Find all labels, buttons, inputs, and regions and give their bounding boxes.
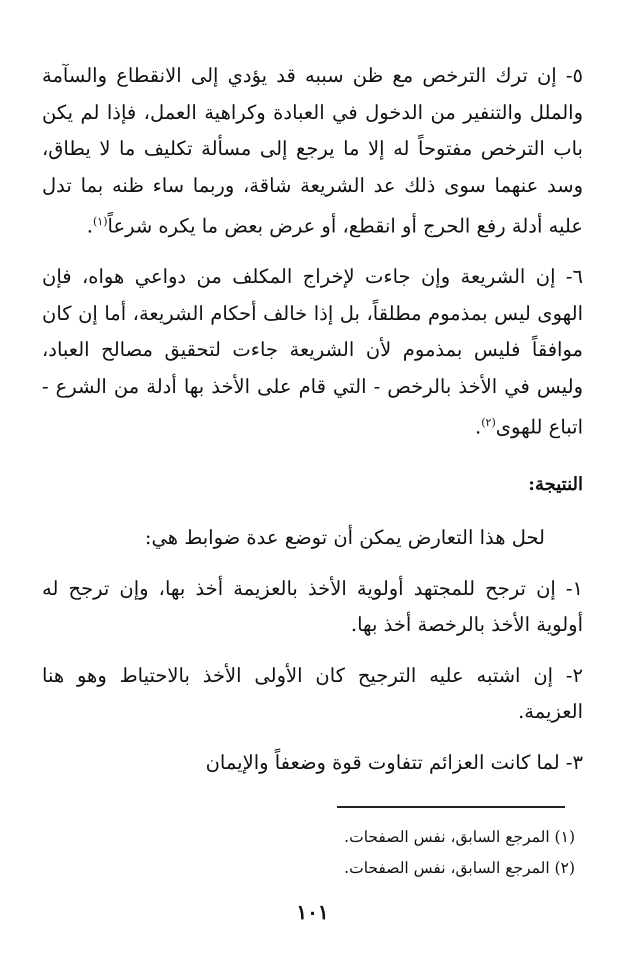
footnote-1: (١) المرجع السابق، نفس الصفحات. [344, 828, 575, 846]
paragraph-text: ٦- إن الشريعة وإن جاءت لإخراج المكلف من دواعي هواه، فإن الهوى ليس بمذموم مطلقاً، بل إذا خالف أحكام الشريعة، أما إن كان موافقاً فليس بمذموم لأن الشريعة جاءت لتحقيق مصالح العباد، وليس في الأخذ بالرخص - التي قام على الأخذ بها أدلة من الشرع - اتباع للهوى [42, 265, 583, 439]
rule-2: ٢- إن اشتبه عليه الترجيح كان الأولى الأخذ بالاحتياط وهو هنا العزيمة. [42, 663, 583, 723]
page-number: ١٠١ [296, 900, 329, 924]
intro-paragraph: لحل هذا التعارض يمكن أن توضع عدة ضوابط هي: [144, 526, 545, 549]
paragraph-text: ٥- إن ترك الترخص مع ظن سببه قد يؤدي إلى الانقطاع والسآمة والملل والتنفير من الدخول في العبادة وكراهية العمل، فإذا لم يكن باب الترخص مفتوحاً له إلا ما يرجع إلى مسألة تكليف ما لا يطاق، وسد عنهما سوى ذلك عد الشريعة شاقة، وربما ساء ظنه بما تدل عليه أدلة رفع الحرج أو انقطع، أو عرض بعض ما يكره شرعاً [42, 64, 583, 238]
footnote-2: (٢) المرجع السابق، نفس الصفحات. [344, 859, 575, 877]
footnote-ref-2: (٢) [481, 416, 496, 429]
rule-1: ١- إن ترجح للمجتهد أولوية الأخذ بالعزيمة أخذ بها، وإن ترجح له أولوية الأخذ بالرخصة أخذ بها. [42, 576, 583, 636]
footnotes-list [50, 822, 575, 884]
rule-3: ٣- لما كانت العزائم تتفاوت قوة وضعفاً والإيمان [205, 750, 583, 774]
section-heading: النتيجة: [528, 474, 583, 495]
footnote-ref-1: (١) [92, 215, 108, 228]
paragraph-item-5: ٥- إن ترك الترخص مع ظن سببه قد يؤدي إلى الانقطاع والسآمة والملل والتنفير من الدخول في العبادة وكراهية العمل، فإذا لم يكن باب الترخص مفتوحاً له إلا ما يرجع إلى مسألة تكليف ما لا يطاق، وسد عنهما سوى ذلك عد الشريعة شاقة، وربما ساء ظنه بما تدل عليه أدلة رفع الحرج أو انقطع، أو عرض بعض ما يكره شرعاً$^{(١)}$. [42, 64, 583, 238]
paragraph-item-6: ٦- إن الشريعة وإن جاءت لإخراج المكلف من دواعي هواه، فإن الهوى ليس بمذموم مطلقاً، بل إذا خالف أحكام الشريعة، أما إن كان موافقاً فليس بمذموم لأن الشريعة جاءت لتحقيق مصالح العباد، وليس في الأخذ بالرخص - التي قام على الأخذ بها أدلة من الشرع - اتباع للهوى$^{(٢)}$. [42, 265, 583, 439]
footnote-separator [337, 806, 565, 808]
